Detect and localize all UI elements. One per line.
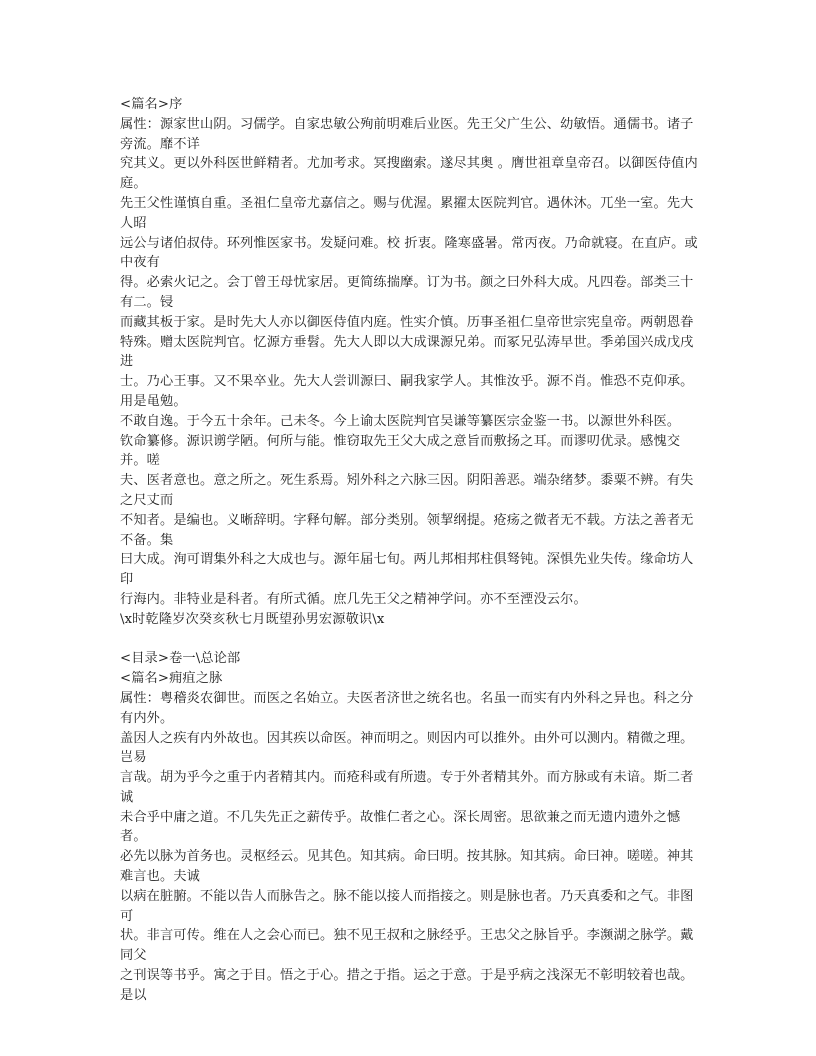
text-line: 不敢自逸。于今五十余年。己未冬。今上谕太医院判官吴谦等纂医宗金鉴一书。以源世外科医。 xyxy=(120,413,681,429)
text-line: 以病在脏腑。不能以告人而脉告之。脉不能以接人而指接之。则是脉也者。乃天真委和之气。非图可 xyxy=(120,888,694,924)
text-line: 状。非言可传。维在人之会心而已。独不见王叔和之脉经乎。王忠父之脉旨乎。李濒湖之脉学。戴同父 xyxy=(120,928,694,964)
text-line: 而藏其板于家。是时先大人亦以御医侍值内庭。性实介慎。历事圣祖仁皇帝世宗宪皇帝。两朝恩眷 xyxy=(120,314,694,330)
signature-line: \x时乾隆岁次癸亥秋七月既望孙男宏源敬识\x xyxy=(120,611,385,627)
text-line: 得。必索火记之。会丁曾王母忧家居。更简练揣摩。订为书。颜之曰外科大成。凡四卷。部类三十有二。锓 xyxy=(120,275,694,310)
section-gap xyxy=(120,630,698,650)
text-line: 言哉。胡为乎今之重于内者精其内。而疮科或有所遗。专于外者精其外。而方脉或有未谙。斯二者诚 xyxy=(120,770,694,805)
chapter-title: <篇名>痈疽之脉 xyxy=(120,671,223,687)
text-line: 行海内。非特业是科者。有所式循。庶几先王父之精神学问。亦不至湮没云尔。 xyxy=(120,591,587,607)
text-line: 必先以脉为首务也。灵枢经云。见其色。知其病。命曰明。按其脉。知其病。命曰神。嗟嗟。神其难言也。夫诚 xyxy=(120,849,694,885)
text-line: 远公与诸伯叔侍。环列惟医家书。发疑问难。校 折衷。隆寒盛暑。常丙夜。乃命就寝。在直庐。或中夜有 xyxy=(120,235,698,271)
text-line: 之刊误等书乎。寓之于目。悟之于心。措之于指。运之于意。于是乎病之浅深无不彰明较着也哉。是以 xyxy=(120,968,694,1003)
preface-section xyxy=(120,95,698,630)
text-line: 盖因人之疾有内外故也。因其疾以命医。神而明之。则因内可以推外。由外可以测内。精微之理。岂易 xyxy=(120,730,694,766)
text-line: 未合乎中庸之道。不几失先正之薪传乎。故惟仁者之心。深长周密。思欲兼之而无遗内遗外之憾者。 xyxy=(120,809,681,845)
document-page xyxy=(120,95,698,1006)
text-line: 钦命纂修。源识谫学陋。何所与能。惟窃取先王父大成之意旨而敷扬之耳。而谬叨优录。感愧交并。嗟 xyxy=(120,433,681,469)
text-line: 曰大成。洵可谓集外科之大成也与。源年届七旬。两儿邦相邦柱俱驽钝。深惧先业失传。缘命坊人印 xyxy=(120,552,694,588)
text-line: 士。乃心王事。又不果卒业。先大人尝训源曰、嗣我家学人。其惟汝乎。源不肖。惟恐不克仰承。用是黾勉。 xyxy=(120,374,694,409)
text-line: 夫、医者意也。意之所之。死生系焉。矧外科之六脉三因。阴阳善恶。端杂绪梦。黍粟不辨。有失之尺丈而 xyxy=(120,473,694,508)
text-line: 特殊。赠太医院判官。忆源方垂髫。先大人即以大成课源兄弟。而冢兄弘涛早世。季弟国兴成戊戌进 xyxy=(120,334,694,370)
text-line: 究其义。更以外科医世鲜精者。尤加考求。冥搜幽索。遂尽其奥 。膺世祖章皇帝召。以御医侍值内庭。 xyxy=(120,156,698,192)
toc-heading: <目录>卷一\总论部 xyxy=(120,651,241,667)
chapter-section xyxy=(120,649,698,1005)
text-line: 属性：源家世山阴。习儒学。自家忠敏公殉前明难后业医。先王父广生公、幼敏悟。通儒书。诸子旁流。靡不详 xyxy=(120,116,694,152)
preface-title: <篇名>序 xyxy=(120,97,183,112)
text-line: 不知者。是编也。义晰辞明。字释句解。部分类别。领挈纲提。疮疡之微者无不载。方法之善者无不备。集 xyxy=(120,512,694,548)
text-line: 先王父性谨慎自重。圣祖仁皇帝尤嘉信之。赐与优渥。累擢太医院判官。遇休沐。兀坐一室。先大人昭 xyxy=(120,195,694,231)
text-line: 属性：粤稽炎农御世。而医之名始立。夫医者济世之统名也。名虽一而实有内外科之异也。科之分有内外。 xyxy=(120,690,694,726)
